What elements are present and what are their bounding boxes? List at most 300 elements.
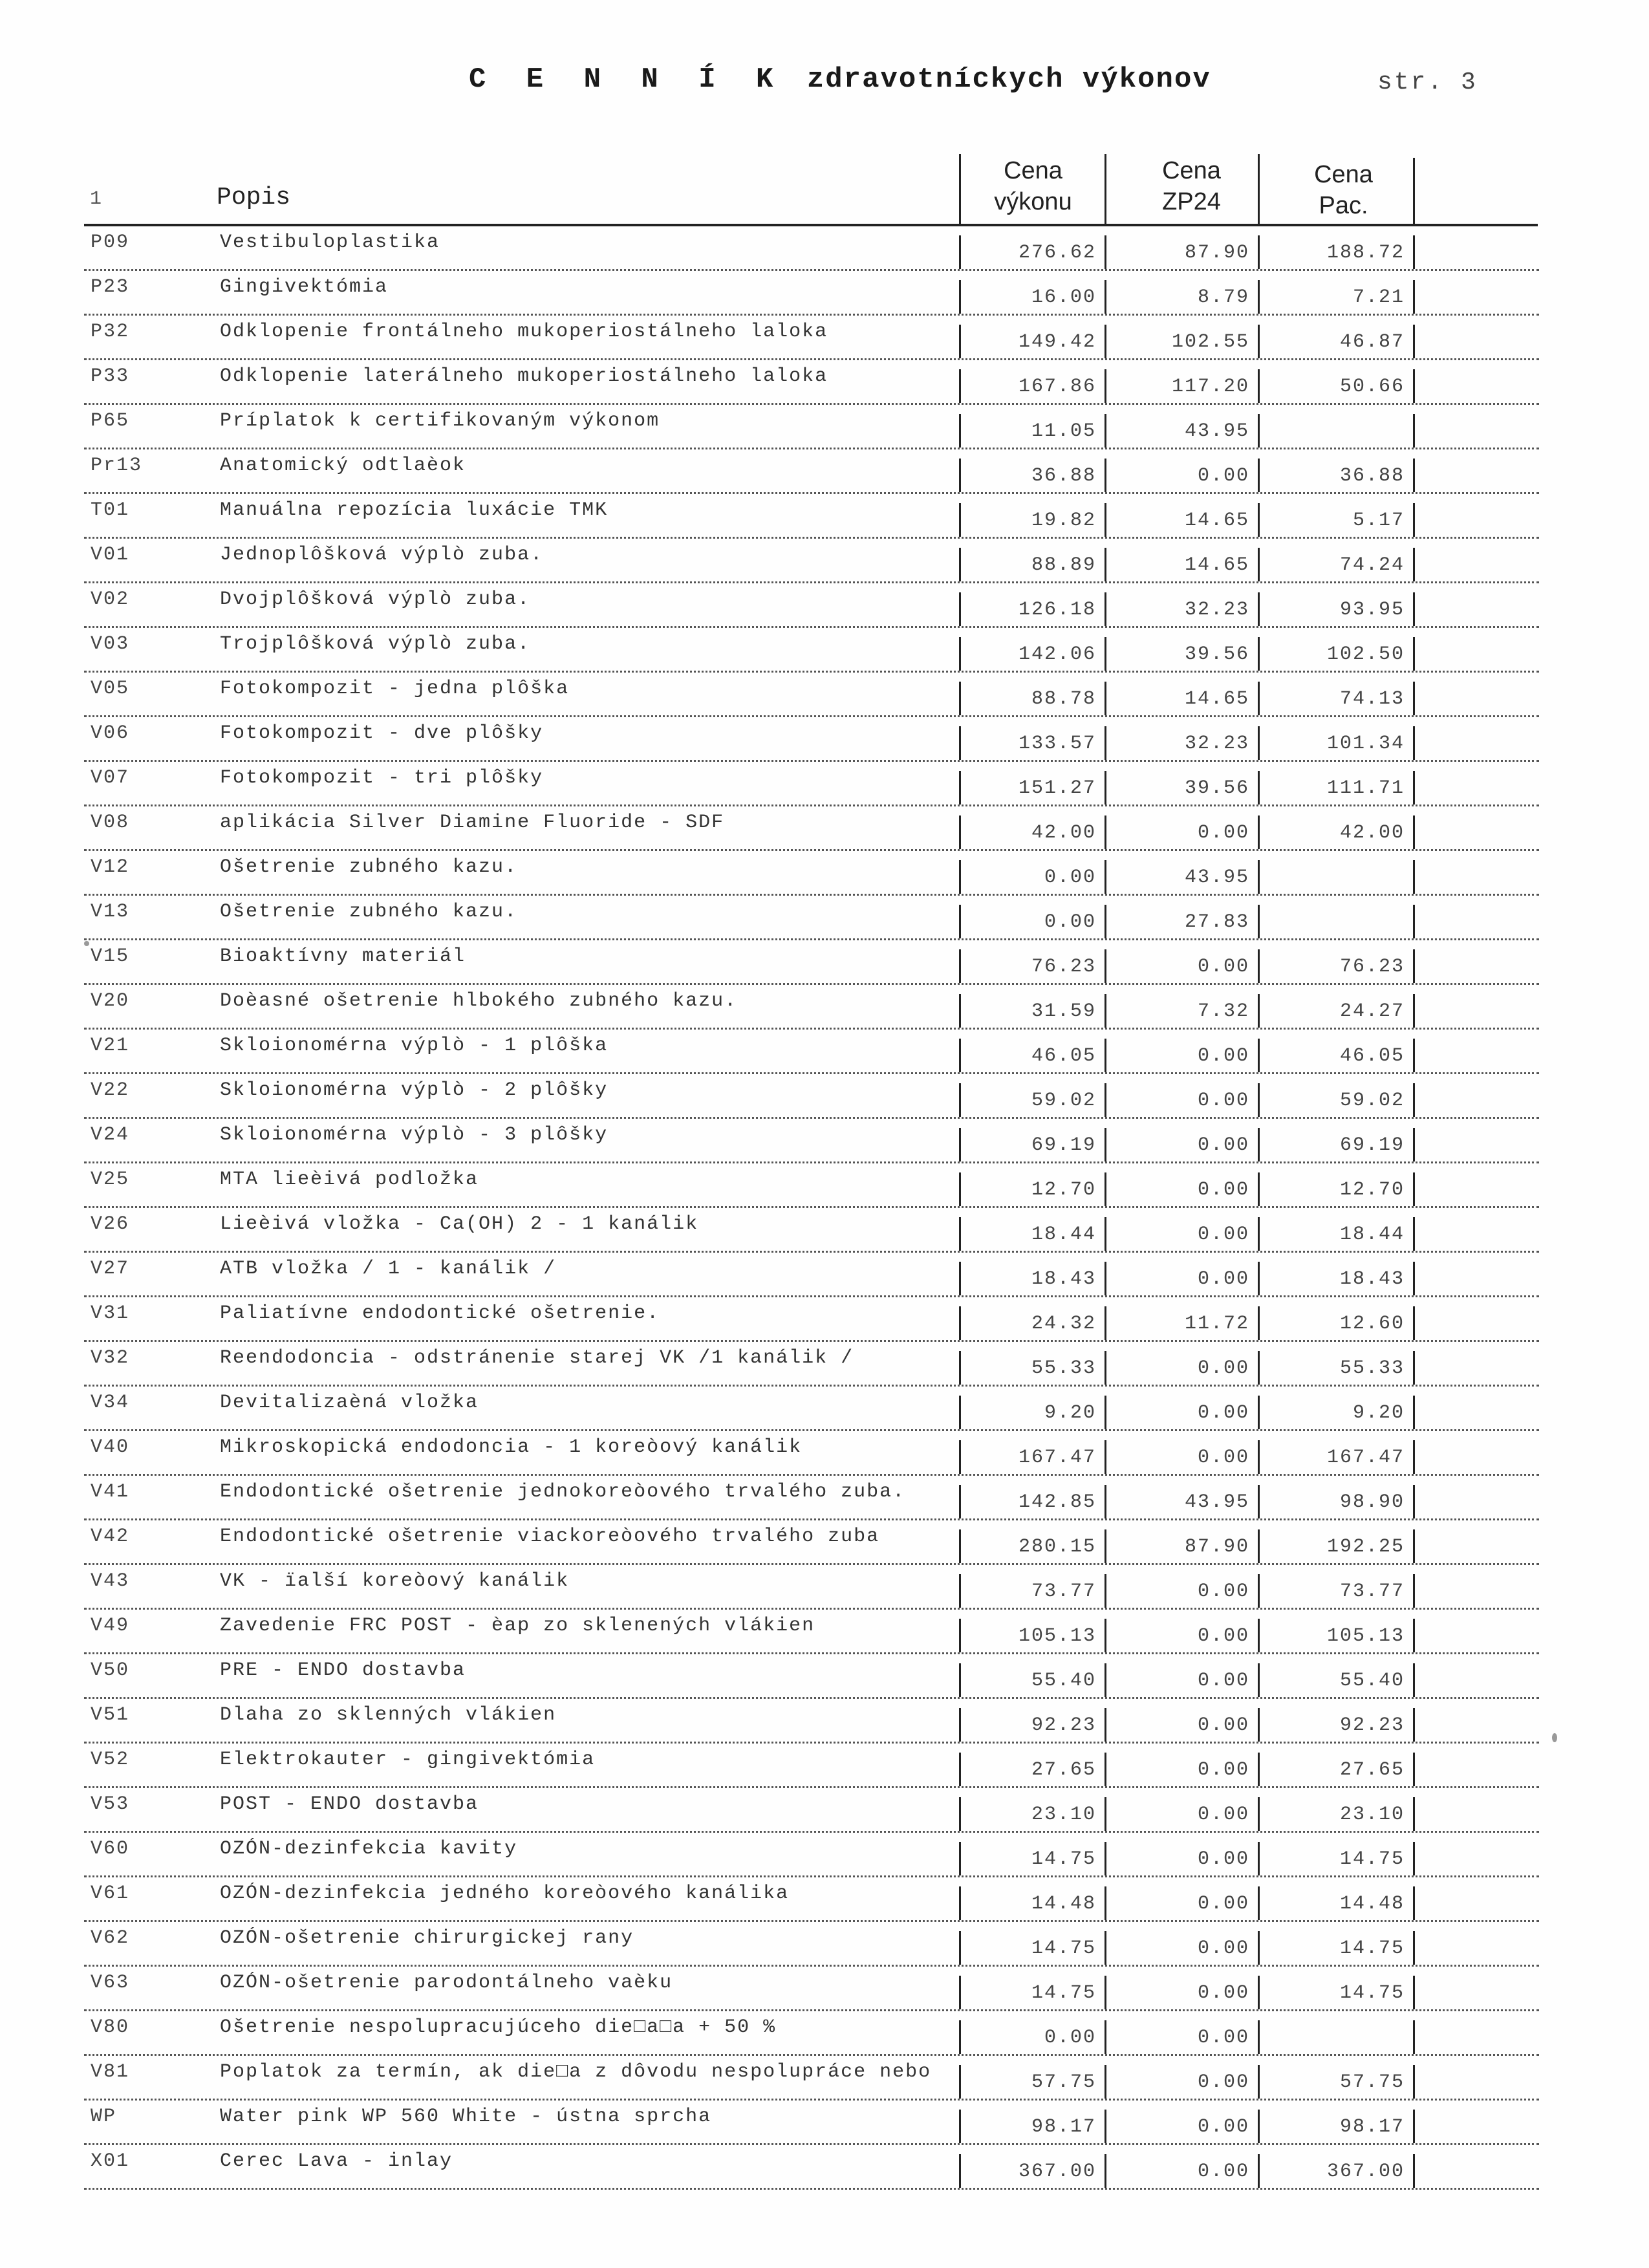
column-divider [959,1351,961,1385]
row-description: Vestibuloplastika [220,232,440,254]
column-divider [1105,1574,1106,1608]
row-cena-zp24: 102.55 [1171,331,1249,353]
table-row [0,1297,1649,1342]
column-divider [1258,1797,1260,1831]
column-divider [959,1529,961,1563]
column-divider [1105,860,1106,894]
column-divider [1413,592,1415,626]
column-divider [1258,459,1260,492]
row-cena-vykonu: 149.42 [1018,331,1096,353]
column-divider [1258,815,1260,849]
column-divider [1413,815,1415,849]
row-description: Ošetrenie zubného kazu. [220,901,518,923]
row-code: V40 [91,1436,130,1458]
row-cena-pac: 7.21 [1352,286,1405,308]
column-divider [959,1886,961,1920]
row-description: Water pink WP 560 White - ústna sprcha [220,2106,712,2128]
row-description: Lieèivá vložka - Ca(OH) 2 - 1 kanálik [220,1213,699,1235]
column-divider [959,1262,961,1295]
table-row [0,1967,1649,2011]
column-divider [1413,1262,1415,1295]
column-divider [1258,235,1260,269]
row-code: X01 [91,2150,130,2172]
column-divider [1413,1306,1415,1340]
column-divider [1105,235,1106,269]
column-divider [1105,815,1106,849]
column-divider [1258,2065,1260,2099]
column-divider [959,637,961,671]
column-divider [1258,1886,1260,1920]
table-row [0,2056,1649,2101]
column-divider [959,1396,961,1429]
column-divider [1105,1172,1106,1206]
column-divider [959,1083,961,1117]
row-cena-zp24: 0.00 [1197,2161,1249,2183]
column-divider [1258,1396,1260,1429]
row-cena-pac: 111.71 [1326,777,1405,799]
table-row [0,1654,1649,1699]
row-cena-zp24: 87.90 [1184,242,1249,264]
row-cena-zp24: 32.23 [1184,733,1249,755]
table-row [0,226,1649,271]
row-cena-pac: 105.13 [1326,1625,1405,1647]
table-row [0,762,1649,806]
row-cena-zp24: 87.90 [1184,1536,1249,1558]
column-divider [1105,682,1106,715]
row-code: V27 [91,1258,130,1280]
column-divider [1105,1797,1106,1831]
row-code: V42 [91,1526,130,1548]
column-divider [1258,771,1260,805]
column-divider [1105,1039,1106,1072]
row-description: OZÓN-ošetrenie chirurgickej rany [220,1927,634,1949]
row-cena-vykonu: 69.19 [1031,1134,1096,1156]
row-code: V63 [91,1972,130,1994]
row-description: Skloionomérna výplò - 3 plôšky [220,1124,609,1146]
column-divider [1413,1797,1415,1831]
row-code: V61 [91,1883,130,1905]
row-cena-vykonu: 88.78 [1031,688,1096,710]
row-code: V03 [91,633,130,655]
row-description: Devitalizaèná vložka [220,1392,479,1414]
column-divider [1413,1842,1415,1875]
column-divider [1258,1931,1260,1965]
column-divider [1258,2110,1260,2143]
column-divider [1413,414,1415,448]
row-cena-zp24: 0.00 [1197,1447,1249,1469]
row-cena-pac: 59.02 [1339,1090,1405,1112]
title-subtitle: zdravotníckych výkonov [806,63,1211,96]
column-divider [1105,548,1106,581]
table-row [0,1520,1649,1565]
row-description: Bioaktívny materiál [220,945,466,967]
column-divider [959,726,961,760]
column-divider [959,2110,961,2143]
column-divider [959,1172,961,1206]
row-cena-pac: 50.66 [1339,376,1405,398]
column-divider [1258,949,1260,983]
table-row [0,1342,1649,1387]
row-cena-vykonu: 0.00 [1044,867,1096,889]
row-cena-pac: 27.65 [1339,1759,1405,1781]
row-cena-zp24: 0.00 [1197,2071,1249,2093]
header-cena-vykonu [957,155,1109,217]
row-cena-vykonu: 73.77 [1031,1581,1096,1603]
row-description: Skloionomérna výplò - 1 plôška [220,1035,609,1057]
column-divider [959,682,961,715]
column-divider [1105,1262,1106,1295]
row-cena-vykonu: 18.44 [1031,1224,1096,1246]
row-cena-zp24: 0.00 [1197,1268,1249,1290]
column-divider [1413,369,1415,403]
column-divider [1105,459,1106,492]
row-cena-vykonu: 24.32 [1031,1313,1096,1335]
table-row [0,2101,1649,2145]
row-description: Elektrokauter - gingivektómia [220,1749,596,1771]
row-code: P33 [91,365,130,387]
header-cena-zp-line2: ZP24 [1162,188,1221,215]
table-row [0,1387,1649,1431]
row-cena-zp24: 0.00 [1197,956,1249,978]
row-code: V20 [91,990,130,1012]
row-cena-zp24: 0.00 [1197,1625,1249,1647]
header-cena-vykonu-line2: výkonu [994,188,1072,215]
row-cena-pac: 192.25 [1326,1536,1405,1558]
table-header [0,150,1649,224]
column-divider [959,235,961,269]
column-divider [1258,503,1260,537]
column-divider [1413,1396,1415,1429]
row-cena-pac: 9.20 [1352,1402,1405,1424]
column-divider [959,459,961,492]
column-divider [1105,1976,1106,2009]
column-divider [1105,369,1106,403]
row-cena-pac: 73.77 [1339,1581,1405,1603]
row-cena-vykonu: 133.57 [1018,733,1096,755]
row-cena-zp24: 0.00 [1197,1893,1249,1915]
row-cena-vykonu: 57.75 [1031,2071,1096,2093]
header-divider [1413,158,1415,224]
row-code: V34 [91,1392,130,1414]
column-divider [959,1306,961,1340]
column-divider [959,1842,961,1875]
row-code: V07 [91,767,130,789]
header-divider [959,154,961,224]
column-divider [1413,2065,1415,2099]
row-cena-zp24: 39.56 [1184,643,1249,665]
table-row [0,717,1649,762]
column-divider [1258,369,1260,403]
column-divider [1413,905,1415,938]
column-divider [1105,592,1106,626]
row-cena-pac: 46.05 [1339,1045,1405,1067]
column-divider [1105,325,1106,358]
row-description: Paliatívne endodontické ošetrenie. [220,1302,660,1324]
column-divider [959,1931,961,1965]
row-cena-pac: 69.19 [1339,1134,1405,1156]
row-cena-vykonu: 14.75 [1031,1848,1096,1870]
column-divider [1258,1485,1260,1518]
column-divider [1413,994,1415,1028]
column-divider [959,1663,961,1697]
row-cena-vykonu: 126.18 [1018,599,1096,621]
row-code: V52 [91,1749,130,1771]
column-divider [1258,682,1260,715]
column-divider [1105,1351,1106,1385]
row-cena-pac: 188.72 [1326,242,1405,264]
column-divider [1258,1217,1260,1251]
table-row [0,449,1649,494]
row-code: V51 [91,1704,130,1726]
column-divider [1105,771,1106,805]
row-cena-vykonu: 55.33 [1031,1357,1096,1379]
row-code: V01 [91,544,130,566]
column-divider [959,2065,961,2099]
row-description: Fotokompozit - jedna plôška [220,678,570,700]
column-divider [1413,1128,1415,1161]
column-divider [959,1440,961,1474]
column-divider [1258,414,1260,448]
scan-speck [1552,1733,1557,1742]
row-cena-vykonu: 142.06 [1018,643,1096,665]
column-divider [959,1217,961,1251]
row-description: VK - ïalší koreòový kanálik [220,1570,570,1592]
row-cena-vykonu: 167.47 [1018,1447,1096,1469]
column-divider [959,815,961,849]
column-divider [1258,905,1260,938]
row-description: Zavedenie FRC POST - èap zo sklenených vlákien [220,1615,815,1637]
table-row [0,940,1649,985]
column-divider [1258,1976,1260,2009]
column-divider [1105,949,1106,983]
table-row [0,583,1649,628]
column-divider [1105,1931,1106,1965]
row-cena-zp24: 0.00 [1197,1938,1249,1960]
column-divider [1105,1440,1106,1474]
table-row [0,1922,1649,1967]
column-divider [1105,2065,1106,2099]
column-divider [1258,1529,1260,1563]
column-divider [1105,280,1106,314]
row-cena-pac: 93.95 [1339,599,1405,621]
column-divider [1105,1529,1106,1563]
row-code: T01 [91,499,130,521]
column-divider [1105,503,1106,537]
column-divider [959,949,961,983]
column-divider [1258,1351,1260,1385]
column-divider [1105,2110,1106,2143]
table-row [0,360,1649,405]
column-divider [1413,1039,1415,1072]
column-divider [1413,1485,1415,1518]
row-cena-vykonu: 142.85 [1018,1491,1096,1513]
column-divider [959,280,961,314]
row-code: P23 [91,276,130,298]
table-row [0,316,1649,360]
row-cena-vykonu: 18.43 [1031,1268,1096,1290]
row-cena-vykonu: 31.59 [1031,1000,1096,1022]
column-divider [1258,2020,1260,2054]
row-cena-pac: 36.88 [1339,465,1405,487]
column-divider [1258,548,1260,581]
column-divider [1258,592,1260,626]
row-cena-vykonu: 92.23 [1031,1714,1096,1736]
column-divider [959,414,961,448]
row-code: V25 [91,1169,130,1191]
column-divider [1105,1842,1106,1875]
table-row [0,1788,1649,1833]
row-description: Skloionomérna výplò - 2 plôšky [220,1079,609,1101]
row-cena-vykonu: 59.02 [1031,1090,1096,1112]
row-cena-vykonu: 19.82 [1031,510,1096,532]
column-divider [959,1797,961,1831]
row-code: V49 [91,1615,130,1637]
column-divider [1258,637,1260,671]
row-cena-pac: 12.60 [1339,1313,1405,1335]
column-divider [959,369,961,403]
table-row [0,851,1649,896]
column-divider [1105,1663,1106,1697]
column-divider [1258,1128,1260,1161]
row-code: V12 [91,856,130,878]
row-cena-pac: 18.44 [1339,1224,1405,1246]
row-cena-pac: 24.27 [1339,1000,1405,1022]
table-row [0,628,1649,673]
row-cena-vykonu: 88.89 [1031,554,1096,576]
row-description: aplikácia Silver Diamine Fluoride - SDF [220,812,725,834]
row-description: Trojplôšková výplò zuba. [220,633,531,655]
row-cena-zp24: 0.00 [1197,1982,1249,2004]
row-description: Cerec Lava - inlay [220,2150,453,2172]
row-description: Príplatok k certifikovaným výkonom [220,410,660,432]
row-description: Gingivektómia [220,276,389,298]
column-divider [1413,1351,1415,1385]
table-row [0,271,1649,316]
table-row [0,1431,1649,1476]
table-row [0,539,1649,583]
column-divider [1258,1306,1260,1340]
column-divider [1258,1440,1260,1474]
row-description: Mikroskopická endodoncia - 1 koreòový kanálik [220,1436,803,1458]
row-cena-pac: 74.24 [1339,554,1405,576]
column-divider [1105,905,1106,938]
column-divider [1413,1753,1415,1786]
row-cena-zp24: 0.00 [1197,1357,1249,1379]
row-description: Fotokompozit - tri plôšky [220,767,544,789]
column-divider [1413,1172,1415,1206]
row-description: PRE - ENDO dostavba [220,1659,466,1681]
column-divider [1413,280,1415,314]
header-code-mark: 1 [89,188,102,210]
column-divider [1105,1128,1106,1161]
column-divider [1105,1396,1106,1429]
row-description: Manuálna repozícia luxácie TMK [220,499,609,521]
row-cena-pac: 14.75 [1339,1848,1405,1870]
column-divider [1413,1619,1415,1652]
header-cena-pac-line1: Cena [1314,161,1373,188]
column-divider [1413,682,1415,715]
row-cena-pac: 101.34 [1326,733,1405,755]
row-code: P65 [91,410,130,432]
row-cena-vykonu: 167.86 [1018,376,1096,398]
row-description: Ošetrenie nespolupracujúceho die□a□a + 50 % [220,2016,777,2038]
row-cena-zp24: 0.00 [1197,2027,1249,2049]
row-code: V62 [91,1927,130,1949]
column-divider [1105,1083,1106,1117]
row-code: V13 [91,901,130,923]
column-divider [1258,1619,1260,1652]
row-cena-pac: 42.00 [1339,822,1405,844]
column-divider [1105,2020,1106,2054]
table-row [0,1699,1649,1744]
column-divider [1413,726,1415,760]
column-divider [1258,1663,1260,1697]
row-description: Poplatok za termín, ak die□a z dôvodu nespolupráce nebo [220,2061,932,2083]
row-cena-zp24: 0.00 [1197,1402,1249,1424]
header-popis: Popis [217,184,291,211]
row-cena-zp24: 27.83 [1184,911,1249,933]
row-code: P09 [91,232,130,254]
row-code: V50 [91,1659,130,1681]
row-cena-vykonu: 276.62 [1018,242,1096,264]
column-divider [1413,325,1415,358]
row-cena-vykonu: 0.00 [1044,911,1096,933]
row-cena-zp24: 14.65 [1184,554,1249,576]
row-cena-zp24: 14.65 [1184,510,1249,532]
row-description: OZÓN-dezinfekcia kavity [220,1838,518,1860]
row-description: Odklopenie laterálneho mukoperiostálneho laloka [220,365,828,387]
column-divider [959,592,961,626]
column-divider [1258,1708,1260,1742]
column-divider [1258,325,1260,358]
table-row [0,405,1649,449]
table-row [0,1074,1649,1119]
column-divider [1105,1306,1106,1340]
title-cennik: C E N N Í K [469,63,785,96]
row-cena-vykonu: 14.48 [1031,1893,1096,1915]
table-row [0,494,1649,539]
row-code: V32 [91,1347,130,1369]
row-cena-zp24: 32.23 [1184,599,1249,621]
column-divider [959,1574,961,1608]
row-cena-vykonu: 12.70 [1031,1179,1096,1201]
column-divider [1258,1574,1260,1608]
row-description: Reendodoncia - odstránenie starej VK /1 kanálik / [220,1347,854,1369]
row-cena-pac: 98.17 [1339,2116,1405,2138]
row-cena-zp24: 39.56 [1184,777,1249,799]
column-divider [1413,1217,1415,1251]
column-divider [1413,459,1415,492]
column-divider [1258,280,1260,314]
table-row [0,1877,1649,1922]
column-divider [1413,1440,1415,1474]
row-cena-pac: 14.75 [1339,1938,1405,1960]
row-description: Endodontické ošetrenie jednokoreòového trvalého zuba. [220,1481,906,1503]
row-code: Pr13 [91,455,143,477]
column-divider [959,1976,961,2009]
column-divider [959,1039,961,1072]
row-cena-zp24: 0.00 [1197,1581,1249,1603]
row-description: OZÓN-dezinfekcia jedného koreòového kanálika [220,1883,790,1905]
row-code: V53 [91,1793,130,1815]
column-divider [1413,235,1415,269]
row-description: Jednoplôšková výplò zuba. [220,544,544,566]
table-row [0,1119,1649,1163]
row-cena-pac: 98.90 [1339,1491,1405,1513]
column-divider [1413,860,1415,894]
header-cena-zp [1116,155,1267,217]
row-cena-vykonu: 16.00 [1031,286,1096,308]
